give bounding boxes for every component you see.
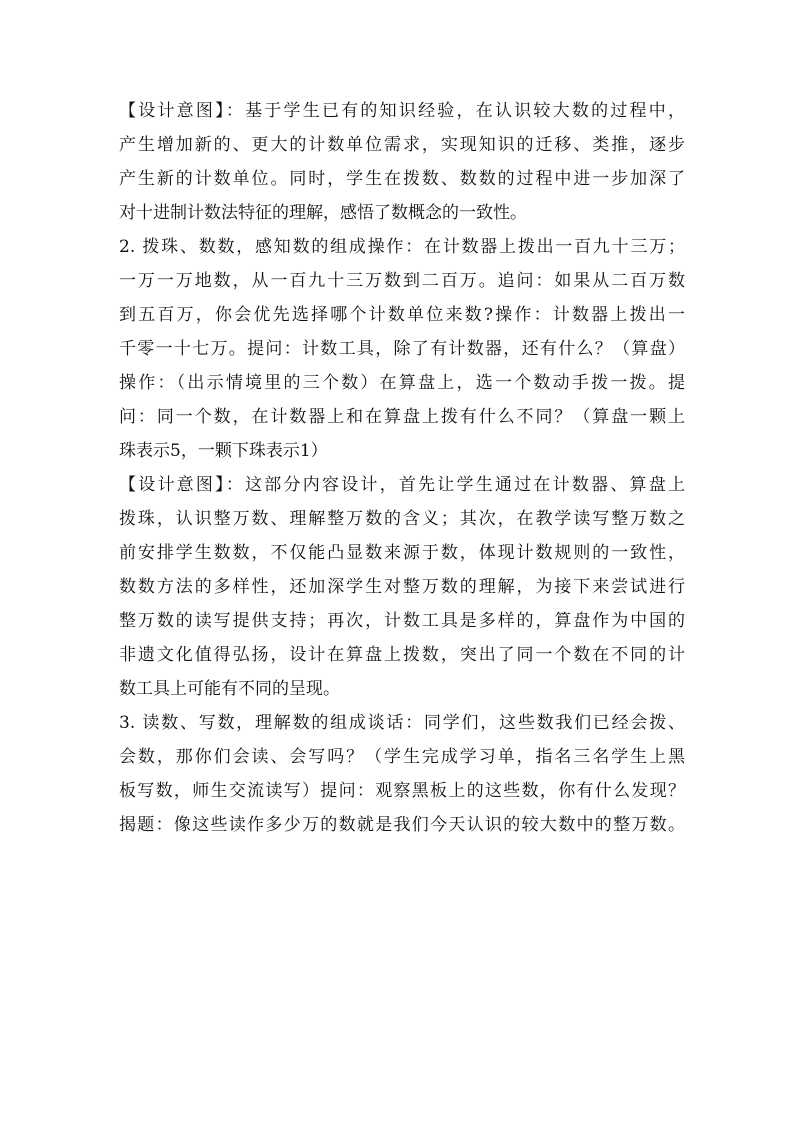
text-line: 千零一十七万。提问：计数工具，除了有计数器，还有什么？（算盘） — [119, 339, 685, 359]
text-line: 【设计意图】：这部分内容设计，首先让学生通过在计数器、算盘上 — [119, 475, 685, 495]
text-line: 数数方法的多样性，还加深学生对整万数的理解，为接下来尝试进行 — [119, 577, 685, 597]
text-line: 2. 拨珠、数数，感知数的组成操作：在计数器上拨出一百九十三万； — [119, 237, 685, 257]
step-2-paragraph — [119, 230, 685, 468]
text-line: 珠表示5，一颗下珠表示1） — [119, 441, 328, 461]
text-line: 数工具上可能有不同的呈现。 — [119, 679, 340, 699]
text-line: 对十进制计数法特征的理解，感悟了数概念的一致性。 — [119, 203, 527, 223]
text-line: 3. 读数、写数，理解数的组成谈话：同学们，这些数我们已经会拨、 — [119, 713, 685, 733]
text-line: 一万一万地数，从一百九十三万数到二百万。追问：如果从二百万数 — [119, 271, 685, 291]
design-intent-paragraph-2 — [119, 468, 685, 706]
step-3-paragraph — [119, 706, 685, 842]
text-line: 拨珠，认识整万数、理解整万数的含义；其次，在教学读写整万数之 — [119, 509, 685, 529]
text-line: 前安排学生数数，不仅能凸显数来源于数，体现计数规则的一致性， — [119, 543, 685, 563]
text-line: 产生增加新的、更大的计数单位需求，实现知识的迁移、类推，逐步 — [119, 135, 685, 155]
design-intent-paragraph-1 — [119, 94, 685, 230]
text-line: 产生新的计数单位。同时，学生在拨数、数数的过程中进一步加深了 — [119, 169, 685, 189]
text-line: 问：同一个数，在计数器上和在算盘上拨有什么不同？（算盘一颗上 — [119, 407, 685, 427]
text-line: 操作：（出示情境里的三个数）在算盘上，选一个数动手拨一拨。提 — [119, 373, 685, 393]
text-line: 板写数，师生交流读写）提问：观察黑板上的这些数，你有什么发现？ — [119, 781, 685, 801]
text-line: 揭题：像这些读作多少万的数就是我们今天认识的较大数中的整万数。 — [119, 815, 685, 835]
text-line: 会数，那你们会读、会写吗？（学生完成学习单，指名三名学生上黑 — [119, 747, 685, 767]
text-line: 整万数的读写提供支持；再次，计数工具是多样的，算盘作为中国的 — [119, 611, 685, 631]
document-page — [119, 94, 685, 842]
text-line: 非遗文化值得弘扬，设计在算盘上拨数，突出了同一个数在不同的计 — [119, 645, 685, 665]
text-line: 【设计意图】：基于学生已有的知识经验，在认识较大数的过程中， — [119, 101, 685, 121]
text-line: 到五百万，你会优先选择哪个计数单位来数?操作：计数器上拨出一 — [119, 305, 685, 325]
